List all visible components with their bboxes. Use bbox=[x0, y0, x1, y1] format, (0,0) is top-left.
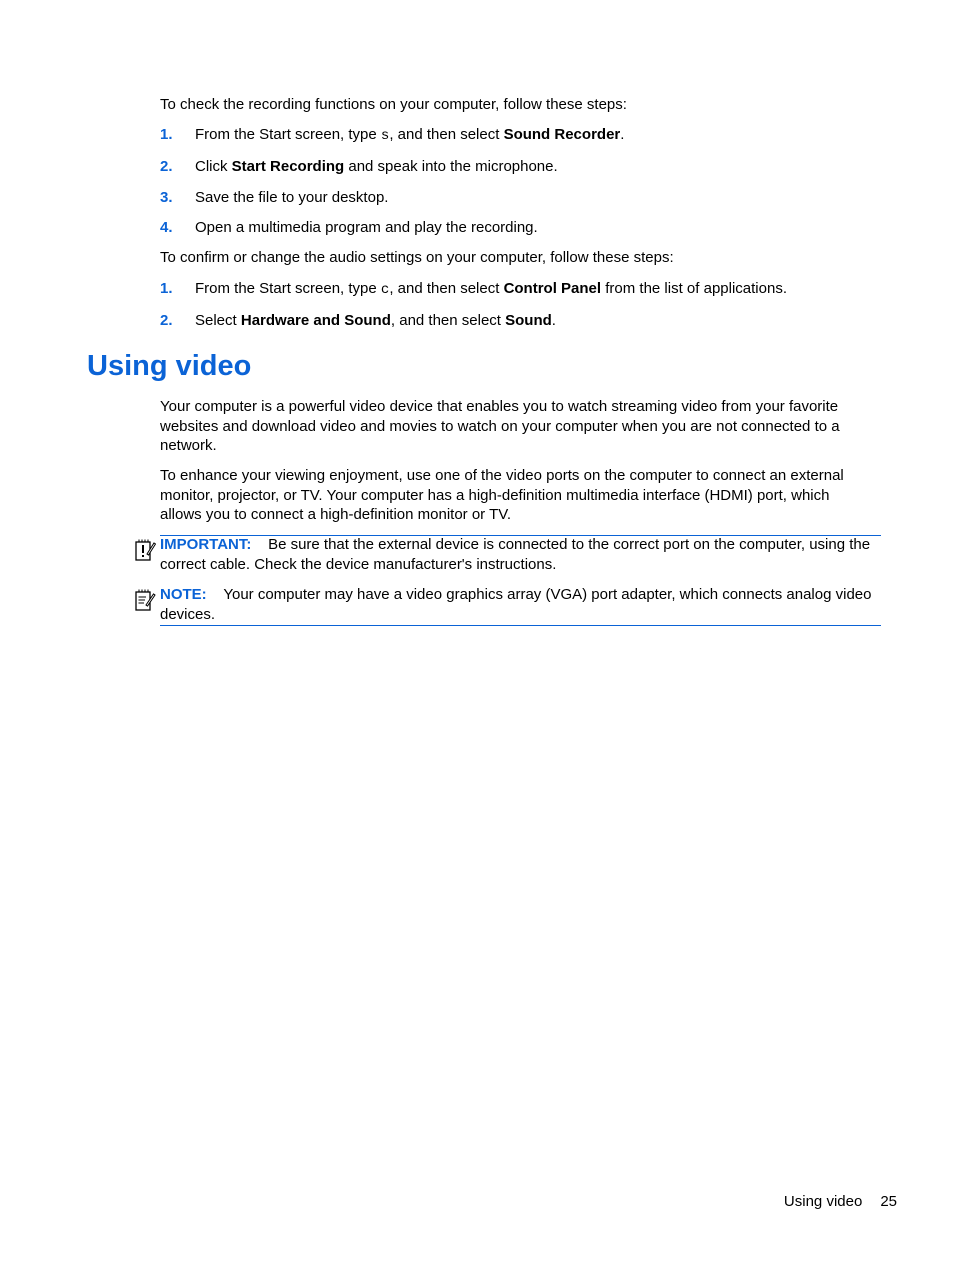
ui-term: Sound bbox=[505, 312, 552, 329]
step-number: 1. bbox=[160, 280, 173, 297]
ui-term: Sound Recorder bbox=[503, 126, 621, 143]
page-footer bbox=[784, 1192, 897, 1212]
recording-intro: To check the recording functions on your computer, follow these steps: bbox=[160, 96, 627, 113]
ui-term: Hardware and Sound bbox=[240, 312, 391, 329]
step-number: 1. bbox=[160, 126, 173, 143]
video-paragraph-2: To enhance your viewing enjoyment, use one of the video ports on the computer to connect an external monitor, projector, or TV. Your computer has a high-definition multimedia interface (HDMI) port, which allows you to connect a high-definition monitor or TV. bbox=[160, 467, 844, 523]
section-title: Using video bbox=[87, 350, 252, 382]
audio-intro: To confirm or change the audio settings on your computer, follow these steps: bbox=[160, 249, 674, 266]
important-label: IMPORTANT: bbox=[160, 536, 252, 553]
important-notice bbox=[160, 535, 881, 574]
step-number: 3. bbox=[160, 189, 173, 206]
ui-term: Control Panel bbox=[503, 280, 602, 297]
important-icon bbox=[134, 538, 156, 562]
note-text: Your computer may have a video graphics array (VGA) port adapter, which connects analog video devices. bbox=[160, 586, 872, 623]
step-number: 2. bbox=[160, 158, 173, 175]
page-number: 25 bbox=[880, 1193, 897, 1210]
note-label: NOTE: bbox=[160, 586, 207, 603]
step-number: 4. bbox=[160, 219, 173, 236]
notice-bottom-rule bbox=[160, 625, 881, 626]
note-icon bbox=[134, 588, 156, 612]
step-text: Select Hardware and Sound, and then select Sound. bbox=[195, 312, 556, 329]
step-number: 2. bbox=[160, 312, 173, 329]
step-text: Save the file to your desktop. bbox=[195, 189, 389, 206]
step-text: From the Start screen, type c, and then select Control Panel from the list of applications. bbox=[195, 280, 787, 298]
step-text: Open a multimedia program and play the recording. bbox=[195, 219, 538, 236]
step-text: Click Start Recording and speak into the microphone. bbox=[195, 158, 558, 175]
note-notice bbox=[160, 585, 881, 624]
command-text: s bbox=[380, 128, 390, 144]
video-paragraph-1: Your computer is a powerful video device that enables you to watch streaming video from your favorite websites and download video and movies to watch on your computer when you are not connected to a network. bbox=[160, 398, 840, 454]
important-text: Be sure that the external device is connected to the correct port on the computer, using the correct cable. Check the device manufacturer's instructions. bbox=[160, 536, 871, 573]
footer-section-title: Using video bbox=[783, 1193, 863, 1210]
ui-term: Start Recording bbox=[231, 158, 345, 175]
command-text: c bbox=[380, 282, 390, 298]
step-text: From the Start screen, type s, and then select Sound Recorder. bbox=[195, 126, 625, 144]
